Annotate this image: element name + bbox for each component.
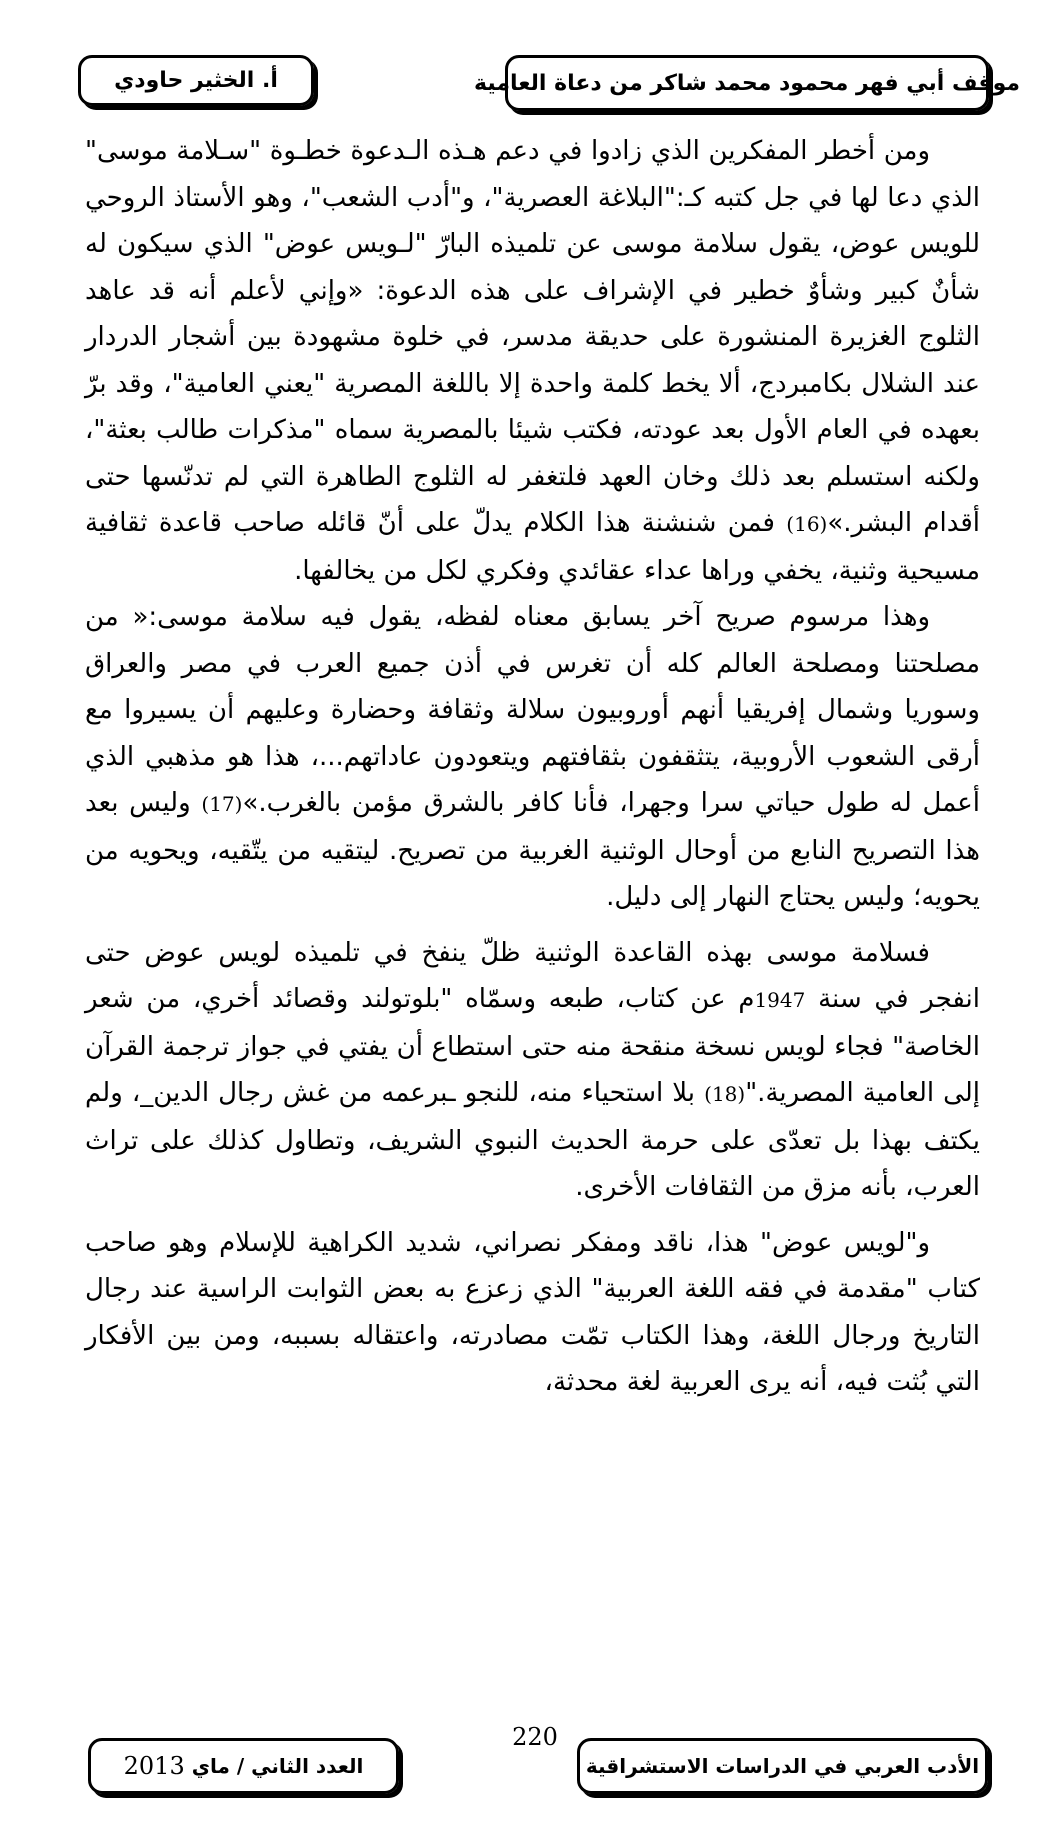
paragraph-text: وليس بعد هذا التصريح النابع من أوحال الوثنية الغربية من تصريح. ليتقيه من يتّقيه، ويحويه من يحويه؛ وليس يحتاج النهار إلى دليل. <box>85 788 980 912</box>
footer-year: 2013 <box>123 1752 185 1780</box>
page-number: 220 <box>512 1723 558 1751</box>
article-body <box>85 128 980 1406</box>
paragraph-text: فمن شنشنة هذا الكلام يدلّ على أنّ قائله صاحب قاعدة ثقافية مسيحية وثنية، يخفي وراها عداء عقائدي وفكري لكل من يخالفها. <box>85 508 980 586</box>
footnote-ref-17: (17) <box>201 792 243 816</box>
footnote-ref-16: (16) <box>786 512 828 536</box>
paragraph-3 <box>85 930 980 1211</box>
paragraph-text: فسلامة موسى بهذه القاعدة الوثنية ظلّ ينفخ في تلميذه لويس عوض حتى انفجر في سنة <box>85 937 980 1014</box>
paragraph-text: وهذا مرسوم صريح آخر يسابق معناه لفظه، يقول فيه سلامة موسى:« من مصلحتنا ومصلحة العالم كله أن تغرس في أذن جميع العرب في مصر والعراق وسوريا وشمال إفريقيا أنهم أوروبيون سلالة وثقافة وحضارة وعليهم أن يسيروا مع أرقى الشعوب الأروبية، يتثقفون بثقافتهم ويتعودون عاداتهم...، هذا هو مذهبي الذي أعمل له طول حياتي سرا وجهرا، فأنا كافر بالشرق مؤمن بالغرب.» <box>85 602 980 818</box>
footer-issue: العدد الثاني / ماي <box>191 1754 364 1778</box>
paragraph-text: م عن كتاب، طبعه وسمّاه "بلوتولند وقصائد أخري، من شعر الخاصة" فجاء لويس نسخة منقحة منه حتى استطاع أن يفتي في جواز ترجمة القرآن إلى العامية المصرية." <box>85 984 980 1108</box>
header-title: موقف أبي فهر محمود محمد شاكر من دعاة العامية <box>474 70 1020 96</box>
paragraph-1 <box>85 128 980 594</box>
paragraph-text: ومن أخطر المفكرين الذي زادوا في دعم هـذه الـدعوة خطـوة "سـلامة موسى" الذي دعا لها في جل كتبه كـ:"البلاغة العصرية"، و"أدب الشعب"، وهو الأستاذ الروحي للويس عوض، يقول سلامة موسى عن تلميذه البارّ "لـويس عوض" الذي سيكون له شأنٌ كبير وشأوٌ خطير في الإشراف على هذه الدعوة: «وإني لأعلم أنه قد عاهد الثلوج الغزيرة المنشورة على حديقة مدسر، في خلوة مشهودة بين أشجار الدردار عند الشلال بكامبردج، ألا يخط كلمة واحدة إلا باللغة المصرية "يعني العامية"، وقد برّ بعهده في العام الأول بعد عودته، فكتب شيئا بالمصرية سماه "مذكرات طالب بعثة"، ولكنه استسلم بعد ذلك وخان العهد فلتغفر له الثلوج الطاهرة التي لم تدنّسها حتى أقدام البشر.» <box>85 136 980 538</box>
header-author: أ. الخثير حاودي <box>114 68 278 93</box>
header-author-box <box>78 55 314 106</box>
footer-issue-box <box>88 1738 399 1794</box>
header-title-box <box>474 55 1020 111</box>
paragraph-text: و"لويس عوض" هذا، ناقد ومفكر نصراني، شديد الكراهية للإسلام وهو صاحب كتاب "مقدمة في فقه اللغة العربية" الذي زعزع به بعض الثوابت الراسية عند رجال التاريخ ورجال اللغة، وهذا الكتاب تمّت مصادرته، واعتقاله بسببه، ومن بين الأفكار التي بُثت فيه، أنه يرى العربية لغة محدثة، <box>85 1227 980 1397</box>
year-1947: 1947 <box>754 988 806 1012</box>
footer-journal: الأدب العربي في الدراسات الاستشراقية <box>585 1754 980 1778</box>
paragraph-text: بلا استحياء منه، للنجو ـبرعمه من غش رجال الدين_، ولم يكتف بهذا بل تعدّى على حرمة الحديث النبوي الشريف، وتطاول كذلك على تراث العرب، بأنه مزق من الثقافات الأخرى. <box>85 1078 980 1202</box>
footer-journal-box <box>577 1738 988 1794</box>
footnote-ref-18: (18) <box>704 1082 746 1106</box>
paragraph-2 <box>85 594 980 921</box>
paragraph-4 <box>85 1220 980 1406</box>
